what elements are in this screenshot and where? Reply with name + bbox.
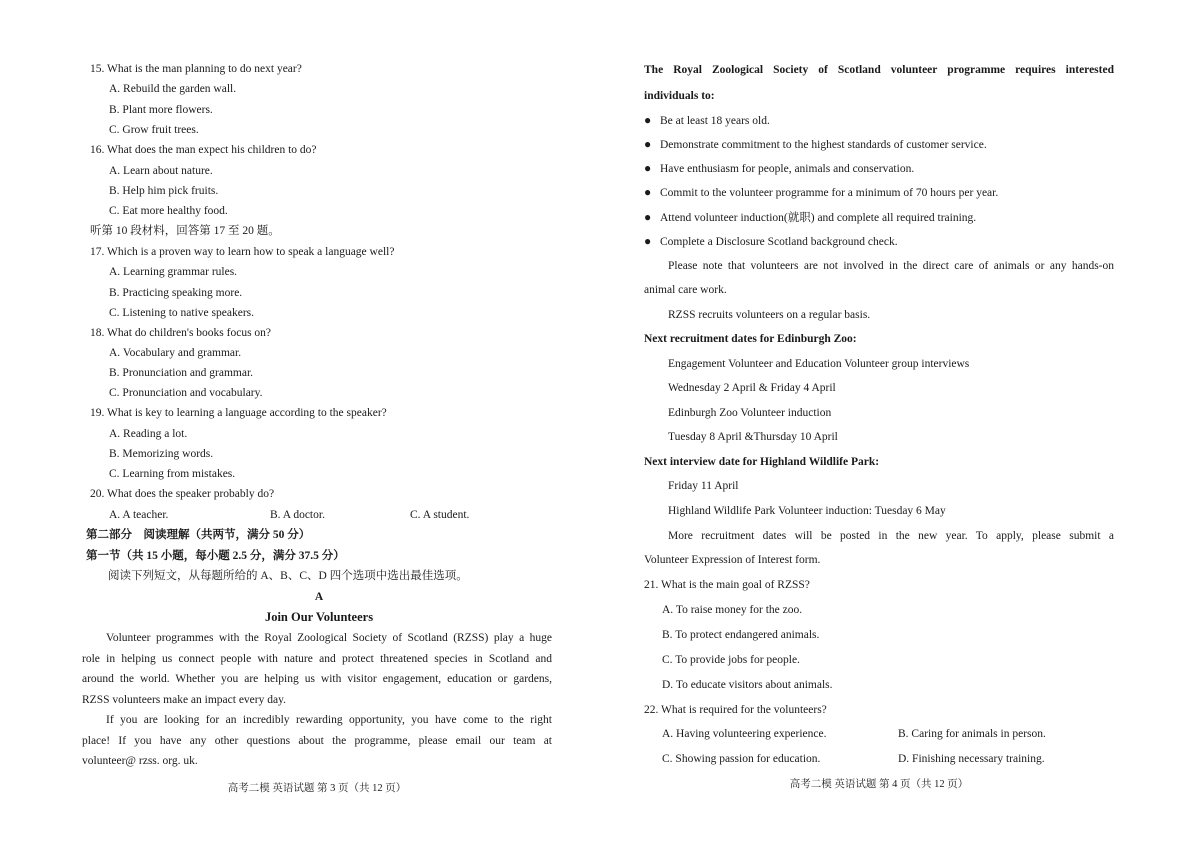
q19-option-c: C. Learning from mistakes. xyxy=(109,468,236,480)
question-22-stem: 22. What is required for the volunteers? xyxy=(644,704,827,716)
highland-line: Highland Wildlife Park Volunteer induction: Tuesday 6 May xyxy=(668,505,946,517)
requirement-bullet: ● Commit to the volunteer programme for a minimum of 70 hours per year. xyxy=(644,184,998,201)
requirement-bullet: ● Complete a Disclosure Scotland background check. xyxy=(644,233,898,250)
passage-paragraph-line: Volunteer programmes with the Royal Zoological Society of Scotland (RZSS) play a huge xyxy=(106,632,552,644)
q16-option-a: A. Learn about nature. xyxy=(109,165,213,177)
passage-paragraph-line: role in helping us connect people with nature and protect threatened species in Scotland and xyxy=(82,653,552,665)
q19-option-a: A. Reading a lot. xyxy=(109,428,188,440)
part-two-heading: 第二部分 阅读理解（共两节，满分 50 分） xyxy=(86,529,311,541)
q22-option-a: A. Having volunteering experience. xyxy=(662,728,827,740)
q19-option-b: B. Memorizing words. xyxy=(109,448,214,460)
q22-option-d: D. Finishing necessary training. xyxy=(898,753,1045,765)
q20-option-a: A. A teacher. xyxy=(109,509,169,521)
edinburgh-line: Engagement Volunteer and Education Volunteer group interviews xyxy=(668,358,970,370)
q17-option-a: A. Learning grammar rules. xyxy=(109,266,238,278)
q21-option-a: A. To raise money for the zoo. xyxy=(662,604,803,616)
requirement-bullet: ● Attend volunteer induction(就职) and complete all required training. xyxy=(644,209,976,226)
q18-option-b: B. Pronunciation and grammar. xyxy=(109,367,254,379)
q15-option-a: A. Rebuild the garden wall. xyxy=(109,83,237,95)
q16-option-c: C. Eat more healthy food. xyxy=(109,205,228,217)
passage-paragraph-line: RZSS volunteers make an impact every day. xyxy=(82,694,286,706)
requirements-heading: The Royal Zoological Society of Scotland volunteer programme requires interested xyxy=(644,64,1114,76)
page-footer: 高考二模 英语试题 第 3 页（共 12 页） xyxy=(227,783,407,794)
highland-heading: Next interview date for Highland Wildlife Park: xyxy=(644,456,880,468)
requirement-bullet: ● Demonstrate commitment to the highest standards of customer service. xyxy=(644,136,987,153)
more-dates-text: Volunteer Expression of Interest form. xyxy=(644,554,821,566)
q18-option-a: A. Vocabulary and grammar. xyxy=(109,347,242,359)
passage-title: Join Our Volunteers xyxy=(264,610,374,624)
passage-paragraph-line: volunteer@ rzss. org. uk. xyxy=(82,755,198,767)
edinburgh-line: Wednesday 2 April & Friday 4 April xyxy=(668,382,836,394)
question-19-stem: 19. What is key to learning a language according to the speaker? xyxy=(90,407,387,419)
more-dates-text: More recruitment dates will be posted in the new year. To apply, please submit a xyxy=(668,530,1114,542)
note-text: Please note that volunteers are not involved in the direct care of animals or any hands-on xyxy=(668,260,1114,272)
q22-option-b: B. Caring for animals in person. xyxy=(898,728,1046,740)
question-16-stem: 16. What does the man expect his children to do? xyxy=(90,144,317,156)
question-17-stem: 17. Which is a proven way to learn how to speak a language well? xyxy=(90,246,395,258)
page-footer: 高考二模 英语试题 第 4 页（共 12 页） xyxy=(789,779,969,790)
q15-option-b: B. Plant more flowers. xyxy=(109,104,213,116)
q15-option-c: C. Grow fruit trees. xyxy=(109,124,199,136)
q21-option-d: D. To educate visitors about animals. xyxy=(662,679,833,691)
passage-letter: A xyxy=(314,591,324,603)
question-18-stem: 18. What do children's books focus on? xyxy=(90,327,272,339)
question-20-stem: 20. What does the speaker probably do? xyxy=(90,488,275,500)
question-15-stem: 15. What is the man planning to do next year? xyxy=(90,63,302,75)
section-one-heading: 第一节（共 15 小题，每小题 2.5 分，满分 37.5 分） xyxy=(86,550,345,562)
q17-option-b: B. Practicing speaking more. xyxy=(109,287,243,299)
q21-option-b: B. To protect endangered animals. xyxy=(662,629,820,641)
q17-option-c: C. Listening to native speakers. xyxy=(109,307,254,319)
requirement-bullet: ● Have enthusiasm for people, animals and conservation. xyxy=(644,160,914,177)
listening-instruction: 听第 10 段材料，回答第 17 至 20 题。 xyxy=(90,225,280,237)
passage-paragraph-line: If you are looking for an incredibly rewarding opportunity, you have come to the right xyxy=(106,714,552,726)
note-text: animal care work. xyxy=(644,284,727,296)
reading-instruction: 阅读下列短文，从每题所给的 A、B、C、D 四个选项中选出最佳选项。 xyxy=(108,570,468,582)
q22-option-c: C. Showing passion for education. xyxy=(662,753,821,765)
requirement-bullet: ● Be at least 18 years old. xyxy=(644,112,770,129)
q16-option-b: B. Help him pick fruits. xyxy=(109,185,219,197)
requirements-heading: individuals to: xyxy=(644,90,715,102)
edinburgh-line: Edinburgh Zoo Volunteer induction xyxy=(668,407,832,419)
passage-paragraph-line: around the world. Whether you are helping us with visitor engagement, education or gardens, xyxy=(82,673,552,685)
recruits-text: RZSS recruits volunteers on a regular basis. xyxy=(668,309,871,321)
edinburgh-heading: Next recruitment dates for Edinburgh Zoo: xyxy=(644,333,857,345)
q20-option-c: C. A student. xyxy=(410,509,470,521)
q18-option-c: C. Pronunciation and vocabulary. xyxy=(109,387,263,399)
q20-option-b: B. A doctor. xyxy=(270,509,325,521)
edinburgh-line: Tuesday 8 April &Thursday 10 April xyxy=(668,431,838,443)
question-21-stem: 21. What is the main goal of RZSS? xyxy=(644,579,810,591)
highland-line: Friday 11 April xyxy=(668,480,739,492)
passage-paragraph-line: place! If you have any other questions about the programme, please email our team at xyxy=(82,735,552,747)
q21-option-c: C. To provide jobs for people. xyxy=(662,654,800,666)
